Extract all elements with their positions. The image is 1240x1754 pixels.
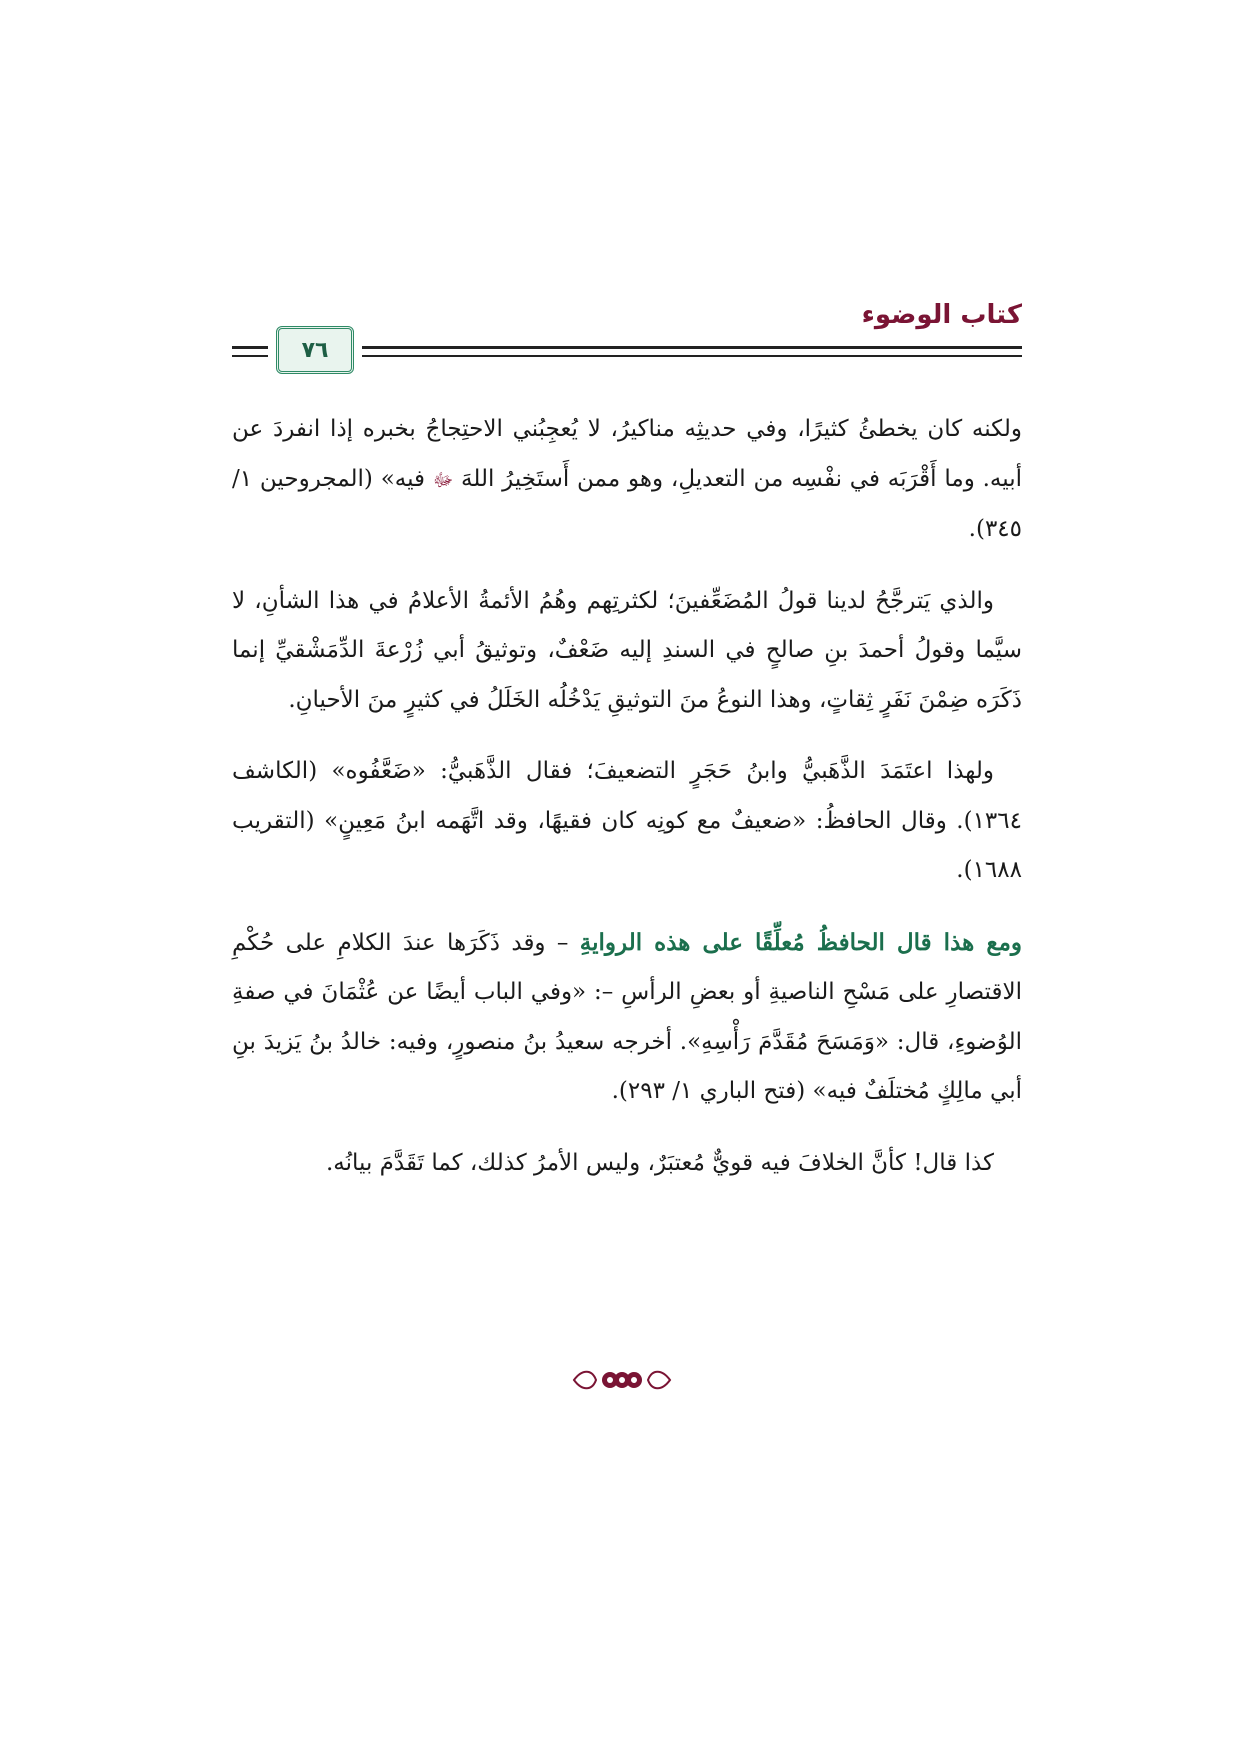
page-number: ٧٦ [301, 337, 329, 363]
paragraph-5: كذا قال! كأنَّ الخلافَ فيه قويٌّ مُعتبَرٌ، وليس الأمرُ كذلك، كما تَقَدَّمَ بيانُه. [325, 1149, 994, 1176]
header-rule-top [362, 346, 1022, 349]
paragraph-1 [232, 405, 1022, 555]
paragraph-1-end: فيه» (المجروحين ١/ ٣٤٥). [232, 465, 1022, 542]
paragraph-4-text: – وقد ذَكَرَها عندَ الكلامِ على حُكْمِ الاقتصارِ على مَسْحِ الناصيةِ أو بعضِ الرأسِ –: «وفي الباب أيضًا عن عُثْمَانَ في صفةِ الوُضوءِ، قال: «وَمَسَحَ مُقَدَّمَ رَأْسِهِ». أخرجه سعيدُ بنُ منصورٍ، وفيه: خالدُ بنُ يَزيدَ بنِ أبي مالِكٍ مُختلَفٌ فيه» (فتح الباري ١/ ٢٩٣). [232, 929, 1022, 1104]
page-number-badge [276, 326, 354, 374]
page-header [232, 300, 1022, 390]
paragraph-3: ولهذا اعتَمَدَ الذَّهَبيُّ وابنُ حَجَرٍ التضعيفَ؛ فقال الذَّهَبيُّ: «ضَعَّفُوه» (الكاشف ١٣٦٤). وقال الحافظُ: «ضعيفٌ مع كونِه كان فقيهًا، وقد اتَّهَمه ابنُ مَعِينٍ» (التقريب ١٦٨٨). [232, 758, 1022, 883]
paragraph-4 [232, 918, 1022, 1117]
header-rule-left-bottom [232, 355, 268, 357]
paragraph-1-text: ولكنه كان يخطئُ كثيرًا، وفي حديثِه مناكيرُ، لا يُعجِبُني الاحتِجاجُ بخبره إذا انفردَ عن أبيه. وما أَقْرَبَه في نفْسِه من التعديلِ، وهو ممن أَستَخِيرُ اللهَ [232, 416, 1022, 492]
page-body [232, 405, 1022, 1210]
header-rule-left-top [232, 346, 268, 349]
header-rule-bottom [362, 355, 1022, 357]
paragraph-4-highlight: ومع هذا قال الحافظُ مُعلِّقًا على هذه الروايةِ [579, 928, 1022, 956]
book-title: كتاب الوضوء [861, 300, 1022, 330]
honorific-symbol: ﷻ [432, 469, 454, 491]
floral-divider-icon [570, 1363, 674, 1397]
paragraph-2: والذي يَترجَّحُ لدينا قولُ المُضَعِّفينَ؛ لكثرتِهم وهُمُ الأئمةُ الأعلامُ في هذا الشأنِ، لا سيَّما وقولُ أحمدَ بنِ صالحٍ في السندِ إليه ضَعْفٌ، وتوثيقُ أبي زُرْعةَ الدِّمَشْقيِّ إنما ذَكَرَه ضِمْنَ نَفَرٍ ثِقاتٍ، وهذا النوعُ منَ التوثيقِ يَدْخُلُه الخَلَلُ في كثيرٍ منَ الأحيانِ. [232, 587, 1022, 713]
